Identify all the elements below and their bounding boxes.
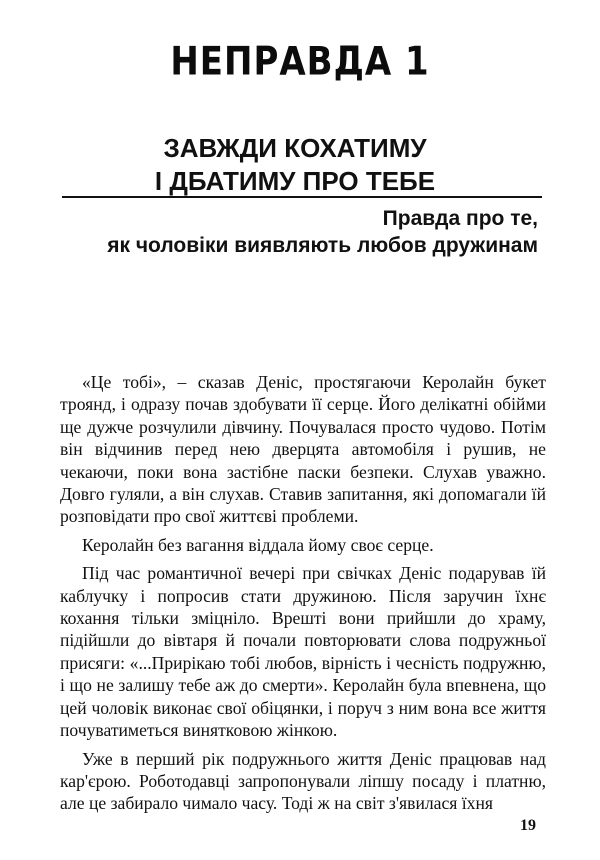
paragraph-2: Керолайн без вагання віддала йому своє серце. — [82, 534, 434, 555]
heading-divider — [62, 196, 542, 198]
page-number: 19 — [520, 817, 536, 834]
section-heading-line-2: І ДБАТИМУ ПРО ТЕБЕ — [154, 166, 436, 196]
body-text — [60, 371, 546, 821]
section-heading — [40, 132, 550, 198]
subheading-line-1: Правда про те, — [382, 207, 538, 230]
paragraph-4: Уже в перший рік подружнього життя Деніс працював над кар'єрою. Роботодавці запропонували ліпшу посаду і платню, але це забирало чимало часу. Тоді ж на світ з'явилася їхня — [60, 748, 546, 814]
section-heading-line-1: ЗАВЖДИ КОХАТИМУ — [163, 133, 427, 163]
chapter-title: НЕПРАВДА 1 — [170, 39, 430, 85]
subheading-line-2: як чоловіки виявляють любов дружинам — [107, 234, 538, 257]
paragraph-1: «Це тобі», – сказав Деніс, простягаючи Керолайн букет троянд, і одразу почав здобувати її серце. Його делікатні обійми ще дужче розчулили дівчину. Почувалася просто чудово. Потім він відчинив перед нею дверцята автомобіля і рушив, не чекаючи, поки вона застібне паски безпеки. Слухав уважно. Довго гуляли, а він слухав. Ставив запитання, які допомагали їй розповідати про свої життєві проблеми. — [60, 372, 546, 527]
subheading — [40, 205, 550, 259]
paragraph-3: Під час романтичної вечері при свічках Деніс подарував їй каблучку і попросив стати дружиною. Після заручин їхнє кохання тільки зміцніло. Врешті вони прийшли до храму, підійшли до вівтаря й почали повторювати слова подружньої присяги: «...Прирікаю тобі любов, вірність і чесність подружню, і що не залишу тебе аж до смерти». Керолайн була впевнена, що цей чоловік виконає свої обіцянки, і поруч з ним вона все життя почуватиметься винятковою жінкою. — [60, 563, 546, 741]
